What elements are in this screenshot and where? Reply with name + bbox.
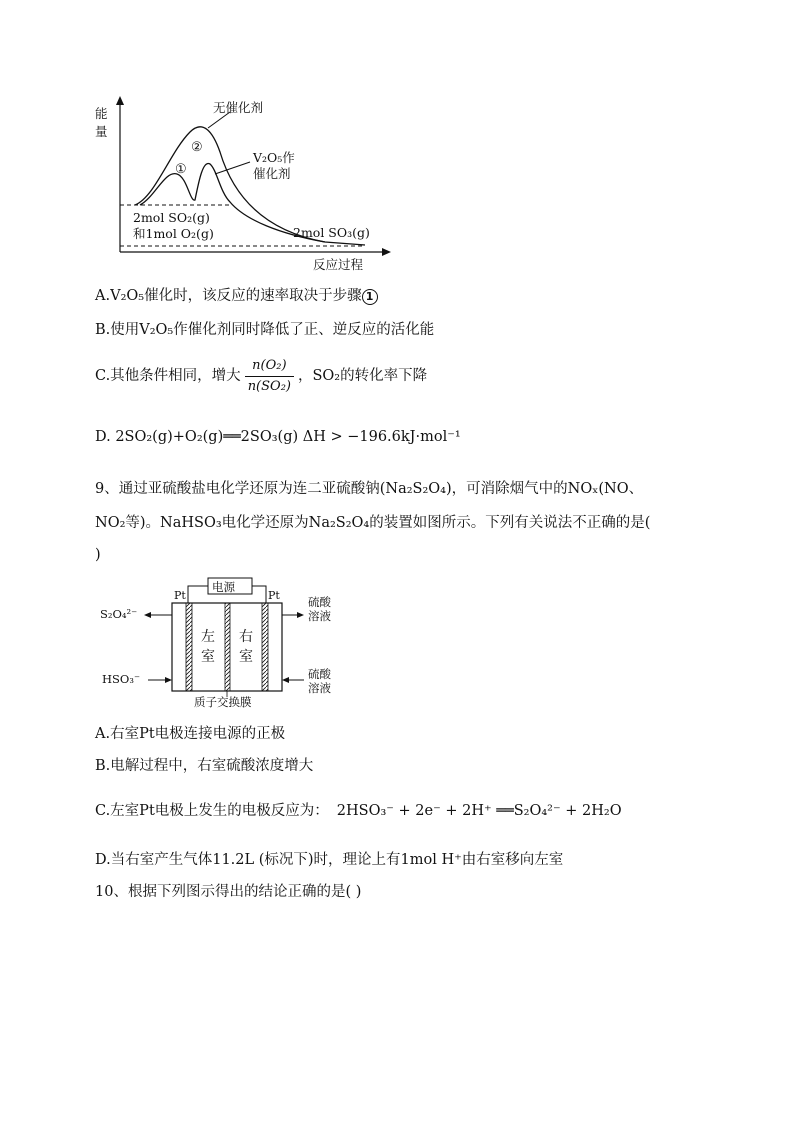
right-room-2: 室 bbox=[239, 649, 253, 665]
left-in-arrow bbox=[165, 677, 172, 683]
y-label-1: 能 bbox=[95, 106, 108, 121]
q8-option-c-prefix: C.其他条件相同，增大 bbox=[95, 368, 241, 384]
label-product: 2mol SO₃(g) bbox=[293, 225, 370, 240]
y-axis-arrow bbox=[116, 96, 124, 105]
proton-membrane bbox=[225, 603, 230, 691]
x-label: 反应过程 bbox=[313, 257, 364, 272]
q8-option-a-text: V₂O₅催化时，该反应的速率取决于步骤 bbox=[110, 288, 362, 304]
label-catalyst-1: V₂O₅作 bbox=[253, 150, 295, 165]
power-label: 电源 bbox=[212, 580, 235, 594]
in-right-2: 溶液 bbox=[308, 681, 331, 695]
in-right-1: 硫酸 bbox=[308, 667, 331, 681]
left-electrode bbox=[186, 603, 192, 691]
label-reactants-1: 2mol SO₂(g) bbox=[133, 210, 210, 225]
q9-stem-line3: ) bbox=[95, 547, 101, 563]
label-reactants bbox=[133, 210, 214, 242]
energy-diagram-svg bbox=[95, 92, 395, 272]
right-room-1: 右 bbox=[239, 629, 253, 645]
left-room-1: 左 bbox=[201, 629, 215, 645]
wire-right bbox=[252, 586, 266, 603]
left-out-arrow bbox=[144, 612, 151, 618]
q9-option-c-equation: 2HSO₃⁻ + 2e⁻ + 2H⁺ ══S₂O₄²⁻ + 2H₂O bbox=[336, 803, 622, 819]
q8-option-a bbox=[95, 286, 378, 306]
out-left-label: S₂O₄²⁻ bbox=[100, 607, 138, 621]
right-in-arrow bbox=[282, 677, 289, 683]
in-right-label bbox=[308, 667, 331, 695]
y-label bbox=[95, 104, 108, 140]
y-label-2: 量 bbox=[95, 124, 108, 139]
q9-option-b: B.电解过程中，右室硫酸浓度增大 bbox=[95, 758, 314, 774]
label-step2: ② bbox=[191, 140, 203, 155]
q9-option-c bbox=[95, 801, 622, 821]
q9-option-d: D.当右室产生气体11.2L (标况下)时，理论上有1mol H⁺由右室移向左室 bbox=[95, 852, 564, 868]
left-room-2: 室 bbox=[201, 649, 215, 665]
label-catalyst bbox=[253, 150, 295, 182]
wire-left bbox=[188, 586, 208, 603]
label-step1: ① bbox=[175, 162, 187, 177]
q8-option-d: D. 2SO₂(g)+O₂(g)══2SO₃(g) ΔH > −196.6kJ·mol⁻¹ bbox=[95, 429, 461, 445]
q9-stem-line2: NO₂等)。NaHSO₃电化学还原为Na₂S₂O₄的装置如图所示。下列有关说法不正确的是( bbox=[95, 515, 651, 531]
label-reactants-2: 和1mol O₂(g) bbox=[133, 226, 214, 241]
q9-option-a: A.右室Pt电极连接电源的正极 bbox=[95, 726, 286, 742]
right-electrode bbox=[262, 603, 268, 691]
x-axis-arrow bbox=[382, 248, 391, 256]
q9-option-c-prefix: C.左室Pt电极上发生的电极反应为： bbox=[95, 803, 329, 819]
out-right-2: 溶液 bbox=[308, 609, 331, 623]
q8-option-a-prefix: A. bbox=[95, 288, 111, 304]
electrolysis-diagram bbox=[98, 575, 368, 710]
q8-option-c-suffix: ，SO₂的转化率下降 bbox=[297, 368, 428, 384]
label-catalyst-2: 催化剂 bbox=[253, 166, 291, 181]
membrane-label: 质子交换膜 bbox=[194, 695, 252, 709]
left-room-label bbox=[201, 627, 215, 667]
fraction-numerator: n(O₂) bbox=[245, 356, 294, 377]
pt-left-label: Pt bbox=[174, 589, 186, 602]
q8-option-b: B.使用V₂O₅作催化剂同时降低了正、逆反应的活化能 bbox=[95, 322, 435, 338]
q8-option-c-fraction bbox=[245, 356, 294, 397]
leader-catalyst bbox=[215, 162, 250, 174]
label-no-catalyst: 无催化剂 bbox=[213, 100, 264, 115]
fraction-denominator: n(SO₂) bbox=[247, 378, 291, 394]
out-right-label bbox=[308, 595, 331, 623]
out-right-1: 硫酸 bbox=[308, 595, 331, 609]
q8-option-c bbox=[95, 354, 427, 398]
energy-diagram bbox=[95, 92, 395, 272]
in-left-label: HSO₃⁻ bbox=[102, 672, 141, 686]
pt-right-label: Pt bbox=[268, 589, 280, 602]
right-room-label bbox=[239, 627, 253, 667]
q9-stem-line1: 9、通过亚硫酸盐电化学还原为连二亚硫酸钠(Na₂S₂O₄)，可消除烟气中的NOₓ(NO、 bbox=[95, 481, 644, 497]
q8-option-a-step: 1 bbox=[362, 289, 378, 305]
q10-stem: 10、根据下列图示得出的结论正确的是( ) bbox=[95, 884, 362, 900]
right-out-arrow bbox=[297, 612, 304, 618]
